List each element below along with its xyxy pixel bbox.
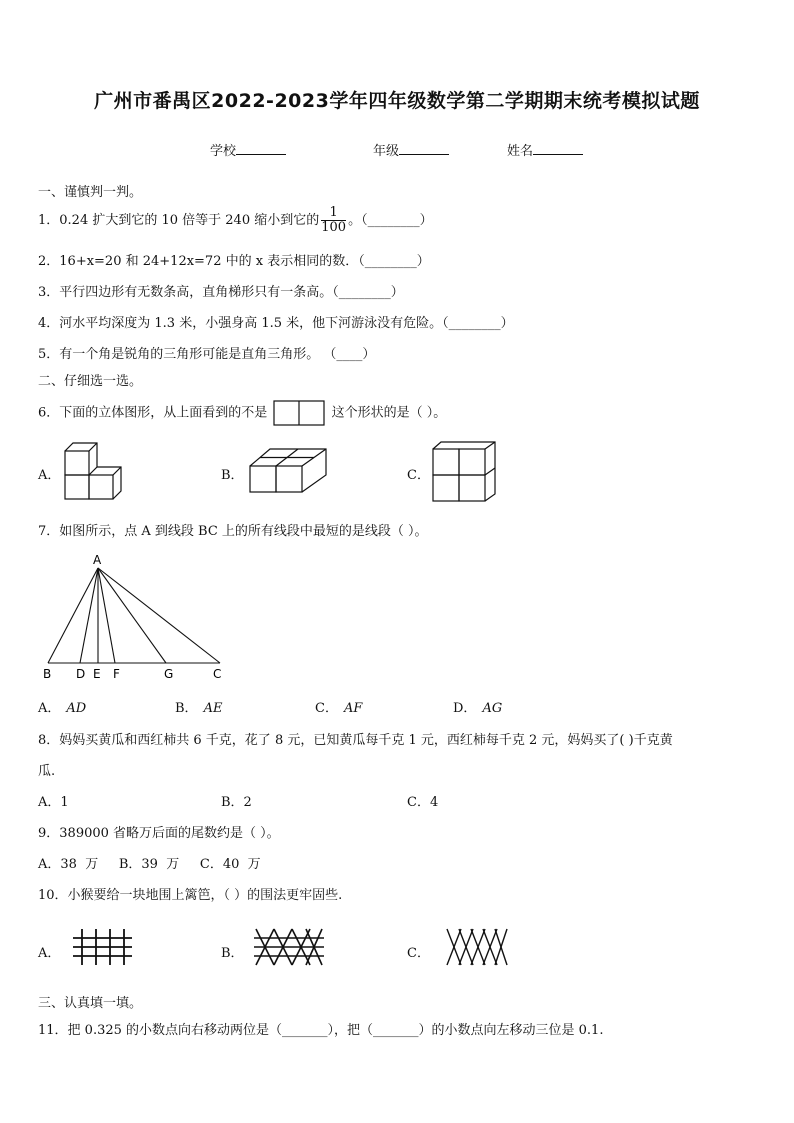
q7-option-b-value: AE bbox=[203, 701, 223, 716]
question-3: 3．平行四边形有无数条高，直角梯形只有一条高。（________） bbox=[38, 285, 404, 300]
q10-option-c-label: C． bbox=[407, 946, 430, 961]
fence-cross-b[interactable] bbox=[252, 926, 326, 968]
q7-option-b[interactable] bbox=[175, 697, 222, 716]
q6-text-after: 这个形状的是（ ）。 bbox=[331, 405, 447, 421]
grade-field bbox=[373, 140, 449, 159]
q8-option-b[interactable]: B．2 bbox=[221, 795, 252, 810]
q8-option-a[interactable]: A．1 bbox=[38, 795, 69, 810]
page-title: 广州市番禺区2022-2023学年四年级数学第二学期期末统考模拟试题 bbox=[94, 90, 700, 112]
q7-option-d-letter: D． bbox=[453, 701, 477, 716]
question-8-line-2: 瓜. bbox=[38, 764, 56, 779]
point-label-g: G bbox=[164, 667, 174, 681]
question-2: 2．16+x=20 和 24+12x=72 中的 x 表示相同的数．（________） bbox=[38, 254, 430, 269]
q10-option-a-label: A． bbox=[38, 946, 61, 961]
fence-zigzag-c[interactable] bbox=[443, 926, 511, 968]
point-label-f: F bbox=[113, 667, 120, 681]
q7-option-a[interactable] bbox=[38, 697, 86, 716]
question-6 bbox=[38, 400, 446, 426]
cube-solid-c[interactable] bbox=[430, 439, 498, 503]
q6-option-a-label: A． bbox=[38, 468, 61, 483]
fraction-denominator: 100 bbox=[321, 220, 347, 235]
q6-option-c-label: C． bbox=[407, 468, 430, 483]
grade-label: 年级 bbox=[373, 144, 400, 159]
q1-text-after: 。（________） bbox=[348, 213, 433, 228]
question-11: 11．把 0.325 的小数点向右移动两位是（_______），把（_______）的小数点向左移动三位是 0.1. bbox=[38, 1023, 604, 1038]
point-label-e: E bbox=[93, 667, 101, 681]
question-10: 10．小猴要给一块地围上篱笆，（ ）的围法更牢固些. bbox=[38, 888, 343, 903]
q7-option-c-value: AF bbox=[343, 701, 363, 716]
q10-option-b-label: B． bbox=[221, 946, 244, 961]
section-heading-1: 一、谨慎判一判。 bbox=[38, 185, 143, 200]
q8-option-c[interactable]: C．4 bbox=[407, 795, 439, 810]
question-8-line-1: 8．妈妈买黄瓜和西红柿共 6 千克，花了 8 元，已知黄瓜每千克 1 元，西红柿每千克 2 元，妈妈买了( )千克黄 bbox=[38, 733, 673, 748]
q7-option-b-letter: B． bbox=[175, 701, 198, 716]
cube-solid-b[interactable] bbox=[247, 446, 329, 496]
q7-option-a-value: AD bbox=[66, 701, 87, 716]
q9-options[interactable]: A．38 万 B．39 万 C．40 万 bbox=[38, 857, 261, 872]
question-5: 5．有一个角是锐角的三角形可能是直角三角形。 （____） bbox=[38, 347, 376, 362]
fraction bbox=[321, 206, 346, 235]
q6-option-b-label: B． bbox=[221, 468, 244, 483]
name-blank[interactable] bbox=[533, 142, 583, 155]
point-label-d: D bbox=[76, 667, 86, 681]
q6-text-before: 6．下面的立体图形，从上面看到的不是 bbox=[38, 405, 268, 421]
school-field bbox=[210, 140, 286, 159]
question-1 bbox=[38, 205, 433, 237]
question-4: 4．河水平均深度为 1.3 米，小强身高 1.5 米，他下河游泳没有危险。（________） bbox=[38, 316, 514, 331]
two-square-figure bbox=[273, 400, 325, 426]
school-blank[interactable] bbox=[236, 142, 286, 155]
triangle-figure bbox=[38, 550, 238, 686]
q7-option-d-value: AG bbox=[482, 701, 503, 716]
fraction-numerator: 1 bbox=[321, 206, 346, 221]
q7-option-c[interactable] bbox=[315, 697, 362, 716]
point-label-b: B bbox=[43, 667, 52, 681]
point-label-a: A bbox=[93, 553, 102, 567]
q1-text-before: 1．0.24 扩大到它的 10 倍等于 240 缩小到它的 bbox=[38, 213, 320, 228]
grade-blank[interactable] bbox=[399, 142, 449, 155]
fence-grid-a[interactable] bbox=[70, 926, 134, 968]
q7-option-d[interactable] bbox=[453, 697, 502, 716]
cube-solid-a[interactable] bbox=[62, 440, 128, 502]
section-heading-3: 三、认真填一填。 bbox=[38, 996, 143, 1011]
section-heading-2: 二、仔细选一选。 bbox=[38, 374, 143, 389]
question-7: 7．如图所示，点 A 到线段 BC 上的所有线段中最短的是线段（ ）。 bbox=[38, 524, 428, 539]
q7-option-a-letter: A． bbox=[38, 701, 61, 716]
point-label-c: C bbox=[213, 667, 222, 681]
question-9: 9．389000 省略万后面的尾数约是（ ）。 bbox=[38, 826, 280, 841]
name-label: 姓名 bbox=[507, 144, 534, 159]
q7-option-c-letter: C． bbox=[315, 701, 338, 716]
name-field bbox=[507, 140, 583, 159]
school-label: 学校 bbox=[210, 144, 237, 159]
